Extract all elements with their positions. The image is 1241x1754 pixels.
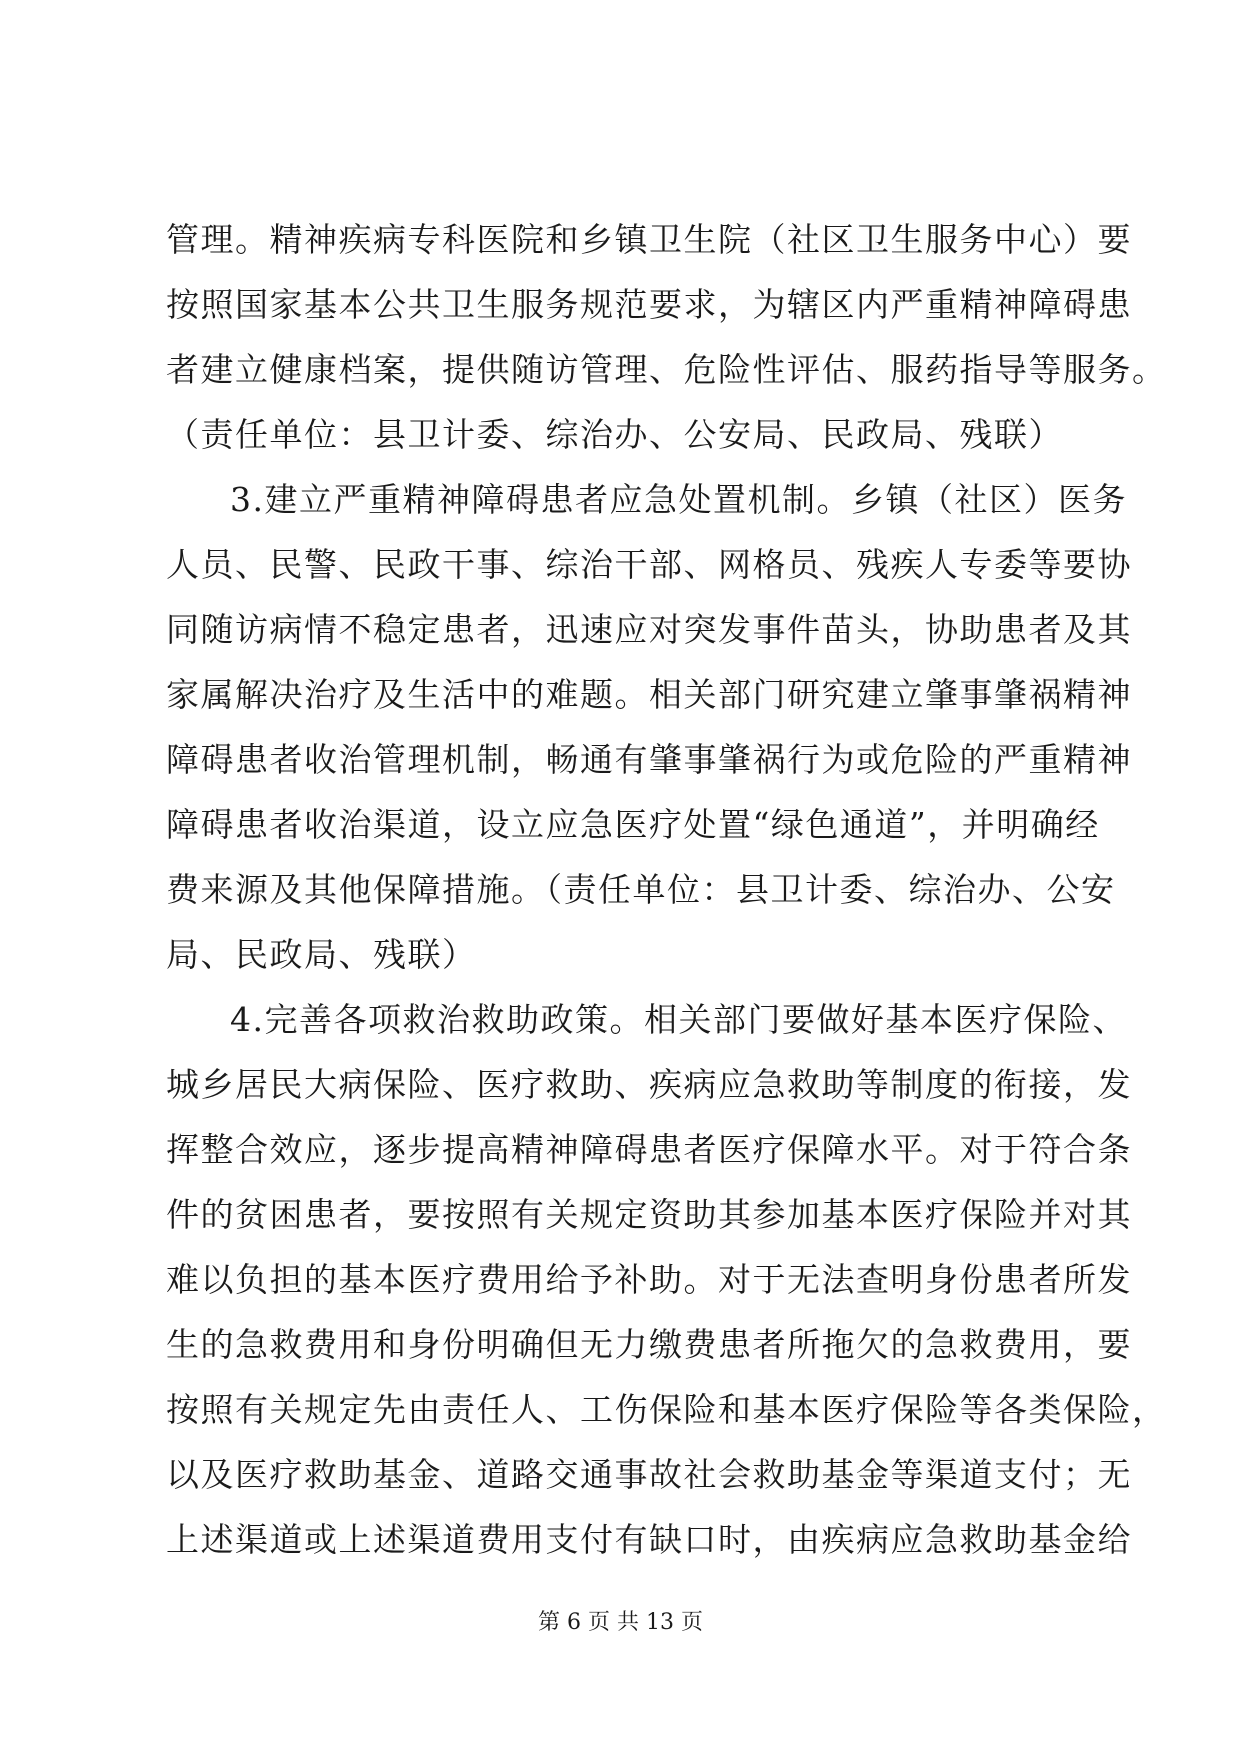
body-line: 障碍患者收治渠道，设立应急医疗处置“绿色通道”，并明确经: [166, 805, 1100, 844]
body-line: 挥整合效应，逐步提高精神障碍患者医疗保障水平。对于符合条: [166, 1130, 1132, 1169]
body-line: 按照有关规定先由责任人、工伤保险和基本医疗保险等各类保险，: [166, 1390, 1167, 1429]
body-line: 按照国家基本公共卫生服务规范要求，为辖区内严重精神障碍患: [166, 285, 1132, 324]
body-line: 同随访病情不稳定患者，迅速应对突发事件苗头，协助患者及其: [166, 610, 1132, 649]
body-line: 家属解决治疗及生活中的难题。相关部门研究建立肇事肇祸精神: [166, 675, 1132, 714]
page-number-footer: 第 6 页 共 13 页: [538, 1610, 703, 1635]
body-line: 障碍患者收治管理机制，畅通有肇事肇祸行为或危险的严重精神: [166, 740, 1132, 779]
body-line: 城乡居民大病保险、医疗救助、疾病应急救助等制度的衔接，发: [166, 1065, 1132, 1104]
section-3-heading-line: 3.建立严重精神障碍患者应急处置机制。乡镇（社区）医务: [230, 480, 1127, 519]
body-line: 者建立健康档案，提供随访管理、危险性评估、服药指导等服务。: [166, 350, 1167, 389]
body-line: 人员、民警、民政干事、综治干部、网格员、残疾人专委等要协: [166, 545, 1132, 584]
body-line: 局、民政局、残联）: [166, 935, 477, 974]
body-line: 管理。精神疾病专科医院和乡镇卫生院（社区卫生服务中心）要: [166, 220, 1132, 259]
body-line: 上述渠道或上述渠道费用支付有缺口时，由疾病应急救助基金给: [166, 1520, 1132, 1559]
body-line: 费来源及其他保障措施。（责任单位：县卫计委、综治办、公安: [166, 870, 1116, 909]
body-line: （责任单位：县卫计委、综治办、公安局、民政局、残联）: [166, 415, 1063, 454]
section-4-heading-line: 4.完善各项救治救助政策。相关部门要做好基本医疗保险、: [230, 1000, 1127, 1039]
body-line: 难以负担的基本医疗费用给予补助。对于无法查明身份患者所发: [166, 1260, 1132, 1299]
body-line: 生的急救费用和身份明确但无力缴费患者所拖欠的急救费用，要: [166, 1325, 1132, 1364]
body-line: 件的贫困患者，要按照有关规定资助其参加基本医疗保险并对其: [166, 1195, 1132, 1234]
body-line: 以及医疗救助基金、道路交通事故社会救助基金等渠道支付；无: [166, 1455, 1132, 1494]
